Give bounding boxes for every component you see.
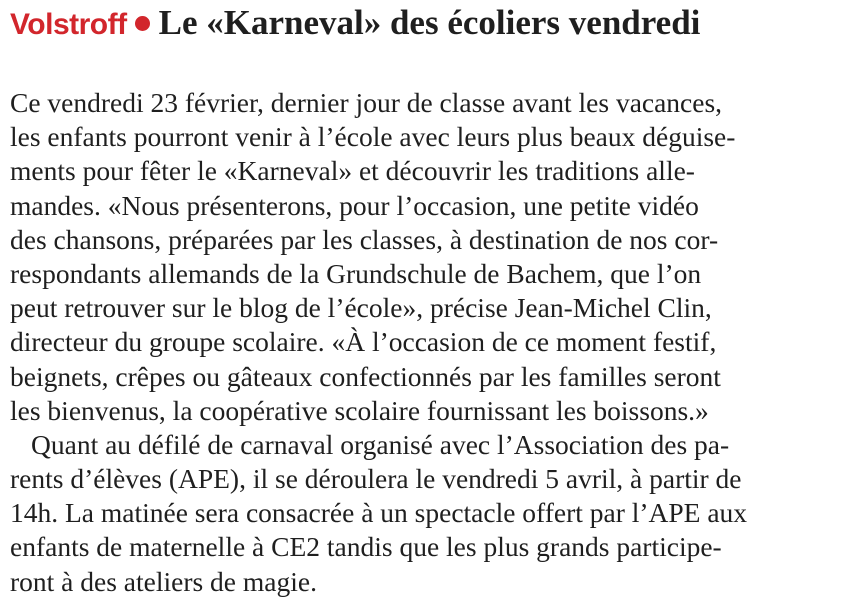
body-line: 14h. La matinée sera consacrée à un spectacle offert par l’APE aux: [10, 497, 748, 529]
body-line: enfants de maternelle à CE2 tandis que les plus grands participe-: [10, 531, 722, 563]
body-line: Ce vendredi 23 février, dernier jour de classe avant les vacances,: [10, 87, 723, 118]
body-line: ments pour fêter le «Karneval» et découvrir les traditions alle-: [10, 155, 695, 187]
body-line: les bienvenus, la coopérative scolaire fournissant les boissons.»: [10, 394, 709, 426]
headline-title: Le «Karneval» des écoliers vendredi: [158, 3, 701, 42]
body-line: respondants allemands de la Grundschule de Bachem, que l’on: [10, 257, 702, 289]
body-line: des chansons, préparées par les classes, à destination de nos cor-: [10, 223, 719, 255]
body-line: beignets, crêpes ou gâteaux confectionnés par les familles seront: [10, 360, 721, 392]
article-body: [10, 86, 846, 599]
headline: [10, 2, 700, 44]
body-line: ront à des ateliers de magie.: [10, 565, 317, 597]
bullet-dot-icon: [135, 16, 150, 31]
body-line: directeur du groupe scolaire. «À l’occasion de ce moment festif,: [10, 326, 717, 358]
body-line: peut retrouver sur le blog de l’école», précise Jean-Michel Clin,: [10, 292, 712, 324]
paragraph-start-line: Quant au défilé de carnaval organisé avec l’Association des pa-: [31, 428, 730, 460]
body-line: les enfants pourront venir à l’école avec leurs plus beaux déguise-: [10, 121, 736, 153]
body-line: rents d’élèves (APE), il se déroulera le vendredi 5 avril, à partir de: [10, 463, 742, 495]
body-line: mandes. «Nous présenterons, pour l’occasion, une petite vidéo: [10, 189, 699, 221]
location-kicker: Volstroff: [10, 8, 127, 41]
